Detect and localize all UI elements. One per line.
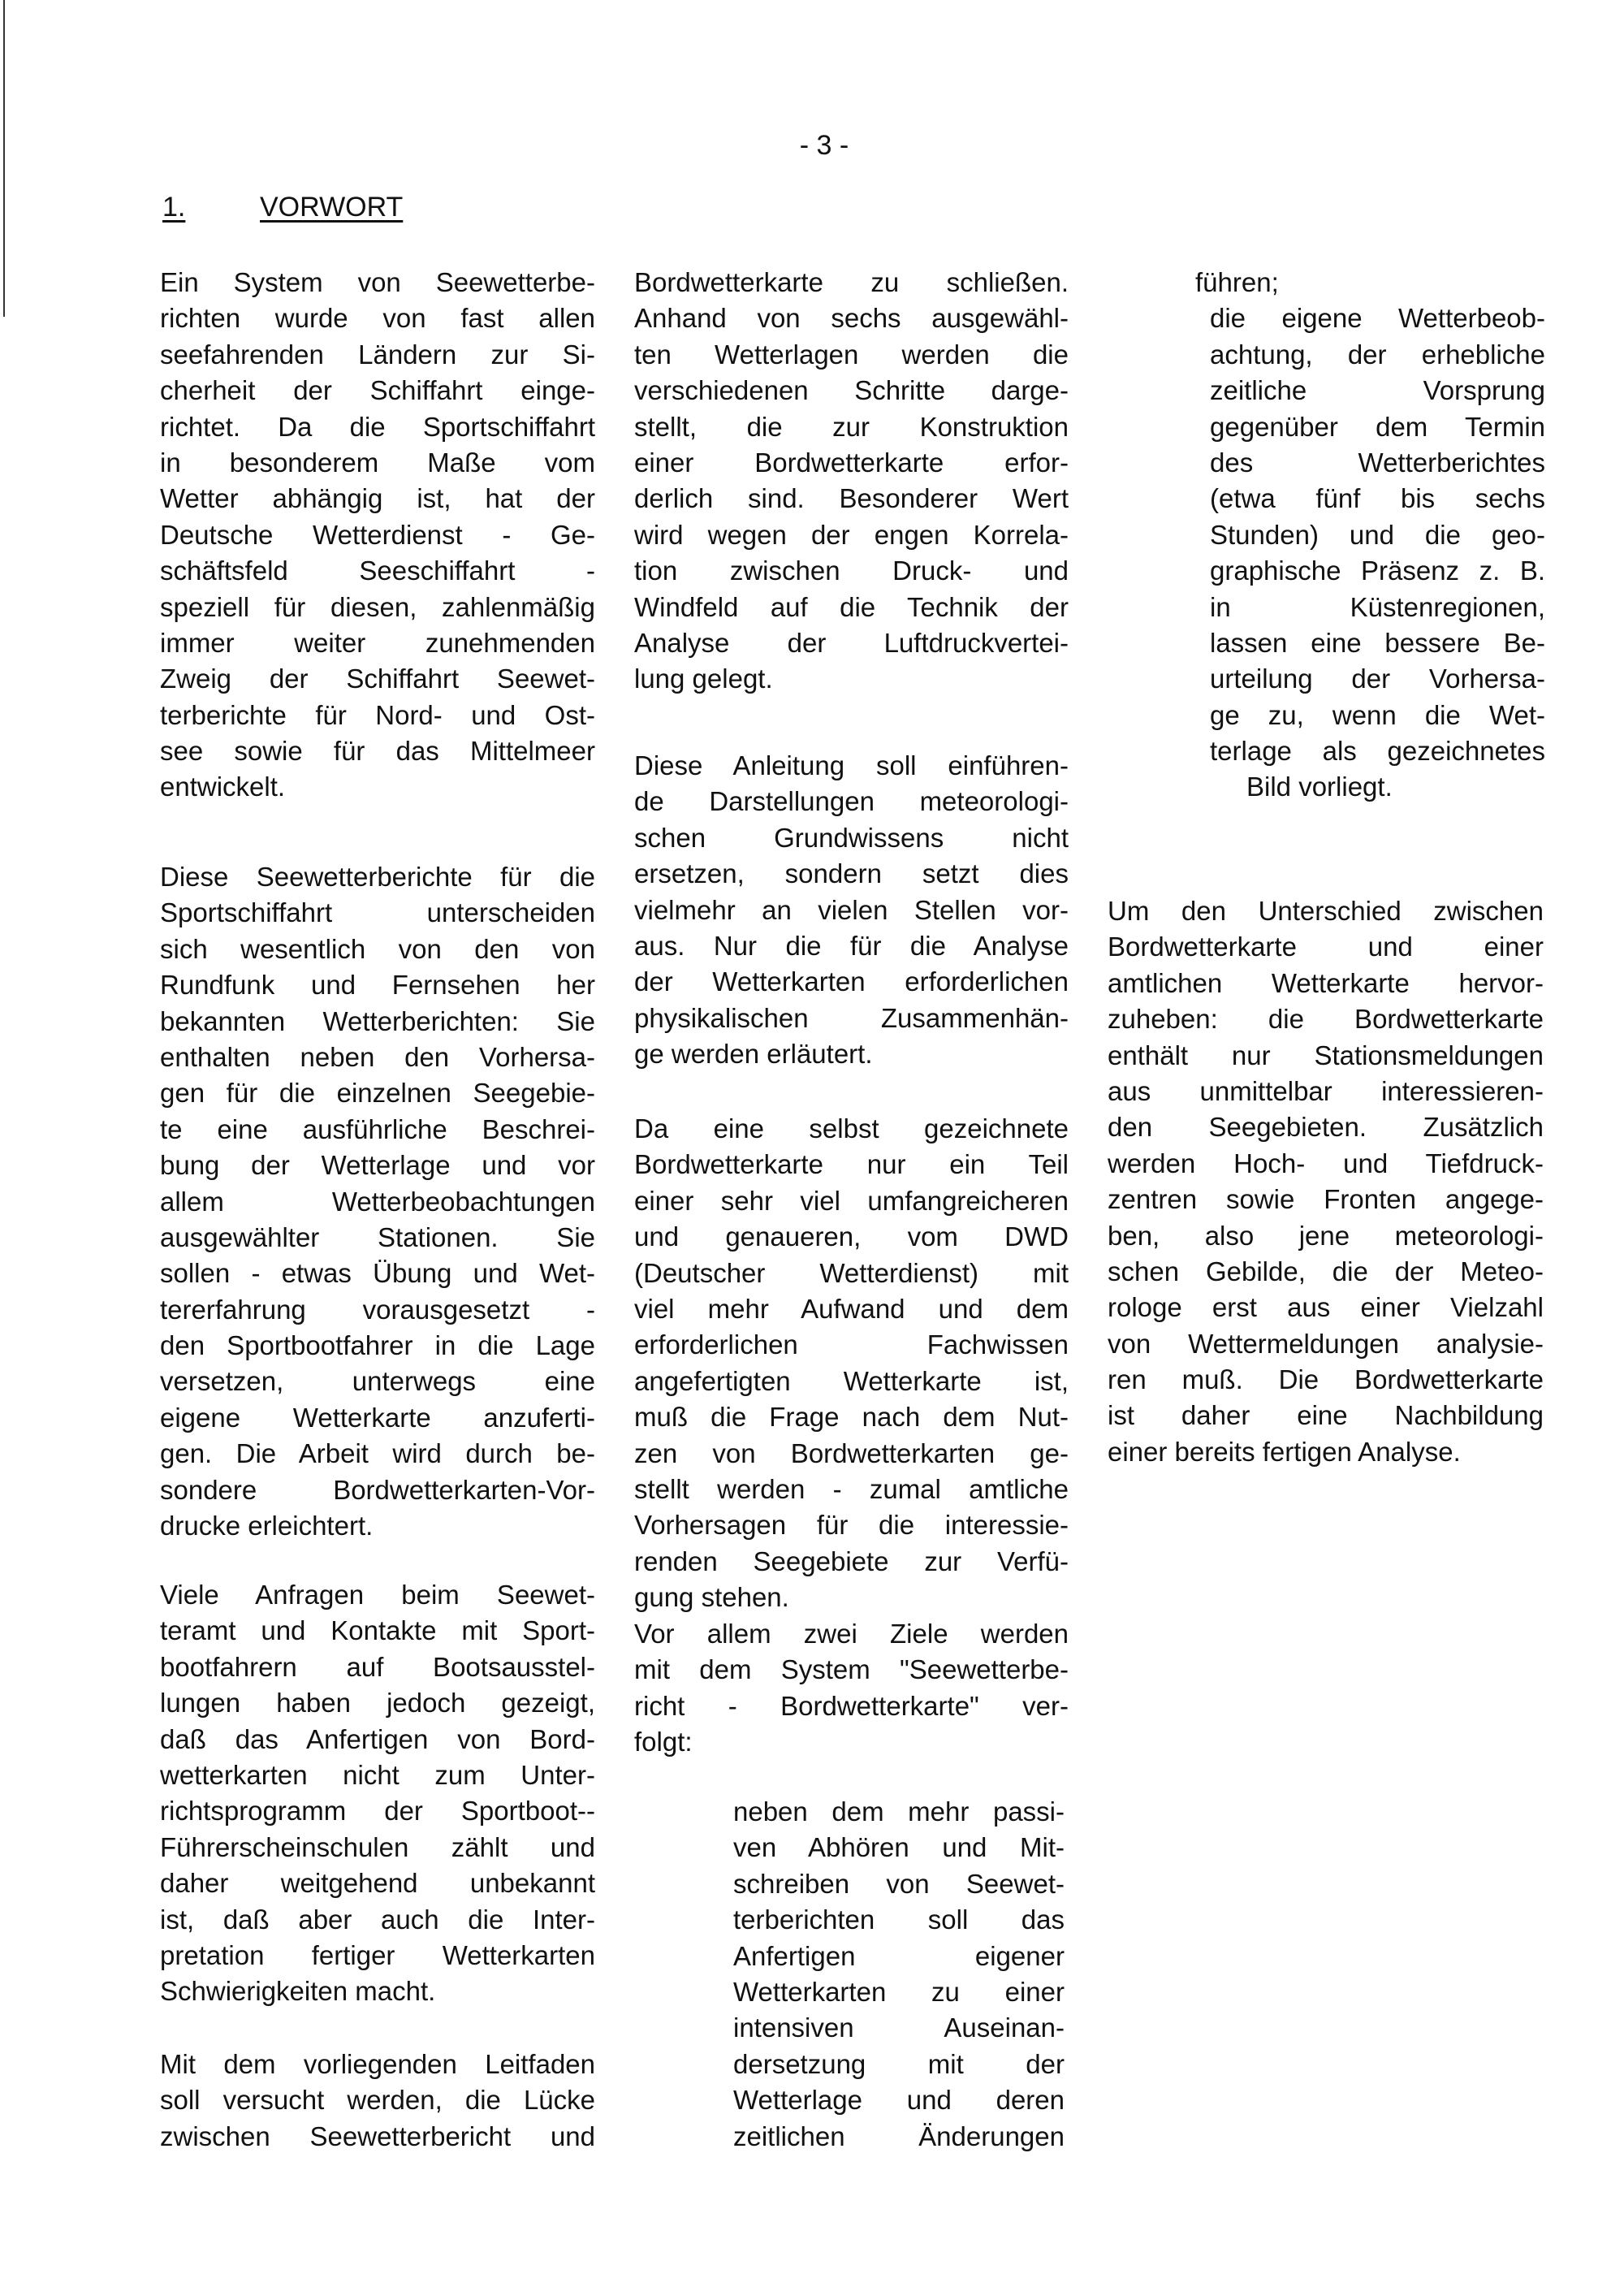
text-line: versetzen, unterwegs eine <box>160 1366 595 1397</box>
paragraph <box>160 265 595 806</box>
text-line: verschiedenen Schritte darge- <box>634 375 1069 406</box>
text-line: ist, daß aber auch die Inter- <box>160 1904 595 1935</box>
text-line: renden Seegebiete zur Verfü- <box>634 1546 1069 1576</box>
text-line: Viele Anfragen beim Seewet- <box>160 1580 595 1610</box>
text-line: Bordwetterkarte und einer <box>1108 932 1544 962</box>
scan-edge-line <box>3 0 5 317</box>
text-line: einer Bordwetterkarte erfor- <box>634 447 1069 478</box>
text-line: te eine ausführliche Beschrei- <box>160 1113 595 1144</box>
text-line: wird wegen der engen Korrela- <box>634 519 1069 550</box>
text-line: gung stehen. <box>634 1582 789 1613</box>
text-line: derlich sind. Besonderer Wert <box>634 483 1069 514</box>
text-line: Sportschiffahrt unterscheiden <box>160 897 595 928</box>
text-line: zeitliche Vorsprung <box>1210 375 1545 406</box>
text-line: (Deutscher Wetterdienst) mit <box>634 1257 1069 1288</box>
text-line: de Darstellungen meteorologi- <box>634 786 1069 817</box>
text-line: Analyse der Luftdruckvertei- <box>634 627 1069 658</box>
text-line: schäftsfeld Seeschiffahrt - <box>160 556 595 586</box>
text-line: gen. Die Arbeit wird durch be- <box>160 1438 595 1469</box>
text-line: sondere Bordwetterkarten-Vor- <box>160 1474 595 1505</box>
section-number: 1. <box>162 192 186 223</box>
text-line: entwickelt. <box>160 772 286 802</box>
text-line: einer bereits fertigen Analyse. <box>1108 1436 1461 1467</box>
text-line: schreiben von Seewet- <box>733 1868 1065 1899</box>
text-line: allem Wetterbeobachtungen <box>160 1186 595 1217</box>
text-line: zeitlichen Änderungen <box>733 2121 1065 2151</box>
text-line: die eigene Wetterbeob- <box>1210 303 1545 334</box>
text-line: daß das Anfertigen von Bord- <box>160 1723 595 1754</box>
text-line: ven Abhören und Mit- <box>733 1832 1065 1863</box>
text-line: aus. Nur die für die Analyse <box>634 930 1069 961</box>
text-line: angefertigten Wetterkarte ist, <box>634 1365 1069 1396</box>
text-line: Da eine selbst gezeichnete <box>634 1113 1069 1144</box>
paragraph <box>733 1794 1065 2155</box>
text-line: urteilung der Vorhersa- <box>1210 664 1545 694</box>
paragraph <box>1108 893 1544 1470</box>
text-line: drucke erleichtert. <box>160 1511 374 1541</box>
text-line: richten wurde von fast allen <box>160 303 595 334</box>
text-line: mit dem System "Seewetterbe- <box>634 1654 1069 1685</box>
text-line: enthält nur Stationsmeldungen <box>1108 1040 1544 1070</box>
text-line: seefahrenden Ländern zur Si- <box>160 339 595 370</box>
text-line: terlage als gezeichnetes <box>1210 736 1545 767</box>
text-line: bekannten Wetterberichten: Sie <box>160 1005 595 1036</box>
text-line: (etwa fünf bis sechs <box>1210 483 1545 514</box>
text-line: Wetterkarten zu einer <box>733 1976 1065 2007</box>
text-line: in besonderem Maße vom <box>160 447 595 478</box>
text-line: ren muß. Die Bordwetterkarte <box>1108 1364 1544 1395</box>
text-line: ersetzen, sondern setzt dies <box>634 858 1069 889</box>
page-number: - 3 - <box>799 130 849 161</box>
paragraph <box>634 265 1069 698</box>
text-line: des Wetterberichtes <box>1210 447 1545 478</box>
text-line: aus unmittelbar interessieren- <box>1108 1075 1544 1106</box>
text-line: Vor allem zwei Ziele werden <box>634 1619 1069 1649</box>
text-line: Diese Seewetterberichte für die <box>160 862 595 892</box>
paragraph <box>160 859 595 1544</box>
text-line: bootfahrern auf Bootsausstel- <box>160 1651 595 1682</box>
text-line: stellt werden - zumal amtliche <box>634 1473 1069 1504</box>
text-line: führen; <box>1195 267 1279 297</box>
text-line: ben, also jene meteorologi- <box>1108 1220 1544 1251</box>
text-line: Windfeld auf die Technik der <box>634 591 1069 622</box>
text-line: sollen - etwas Übung und Wet- <box>160 1258 595 1289</box>
text-line: lung gelegt. <box>634 664 773 694</box>
text-line: immer weiter zunehmenden <box>160 627 595 658</box>
text-line: neben dem mehr passi- <box>733 1796 1065 1827</box>
text-line: Mit dem vorliegenden Leitfaden <box>160 2049 595 2079</box>
text-line: stellt, die zur Konstruktion <box>634 411 1069 442</box>
text-line: richtsprogramm der Sportboot-- <box>160 1796 595 1827</box>
text-line: gen für die einzelnen Seegebie- <box>160 1078 595 1109</box>
paragraph <box>634 1111 1069 1615</box>
paragraph <box>160 1577 595 2010</box>
text-line: achtung, der erhebliche <box>1210 339 1545 370</box>
text-line: den Sportbootfahrer in die Lage <box>160 1330 595 1361</box>
text-line: ist daher eine Nachbildung <box>1108 1400 1544 1431</box>
text-line: Ein System von Seewetterbe- <box>160 267 595 297</box>
text-line: enthalten neben den Vorhersa- <box>160 1041 595 1072</box>
text-line: zentren sowie Fronten angege- <box>1108 1184 1544 1215</box>
text-line: Rundfunk und Fernsehen her <box>160 970 595 1001</box>
text-line: Stunden) und die geo- <box>1210 519 1545 550</box>
text-line: terberichten soll das <box>733 1904 1065 1935</box>
text-line: graphische Präsenz z. B. <box>1210 556 1545 586</box>
text-line: dersetzung mit der <box>733 2048 1065 2079</box>
text-line: zen von Bordwetterkarten ge- <box>634 1437 1069 1468</box>
text-line: lungen haben jedoch gezeigt, <box>160 1688 595 1718</box>
text-line: Deutsche Wetterdienst - Ge- <box>160 519 595 550</box>
text-line: terberichte für Nord- und Ost- <box>160 699 595 730</box>
text-line: ge werden erläutert. <box>634 1039 873 1070</box>
text-line: ten Wetterlagen werden die <box>634 339 1069 370</box>
text-line: bung der Wetterlage und vor <box>160 1150 595 1181</box>
paragraph <box>634 748 1069 1073</box>
text-line: Zweig der Schiffahrt Seewet- <box>160 664 595 694</box>
text-line: amtlichen Wetterkarte hervor- <box>1108 967 1544 998</box>
section-title: VORWORT <box>260 192 404 223</box>
text-line: Vorhersagen für die interessie- <box>634 1510 1069 1541</box>
text-line: vielmehr an vielen Stellen vor- <box>634 894 1069 925</box>
text-line: speziell für diesen, zahlenmäßig <box>160 591 595 622</box>
text-line: physikalischen Zusammenhän- <box>634 1002 1069 1033</box>
text-line: Wetter abhängig ist, hat der <box>160 483 595 514</box>
text-line: wetterkarten nicht zum Unter- <box>160 1759 595 1790</box>
text-line: schen Gebilde, die der Meteo- <box>1108 1256 1544 1286</box>
text-line: erforderlichen Fachwissen <box>634 1329 1069 1360</box>
text-line: richt - Bordwetterkarte" ver- <box>634 1690 1069 1721</box>
text-line: tererfahrung vorausgesetzt - <box>160 1294 595 1325</box>
text-line: Um den Unterschied zwischen <box>1108 896 1544 926</box>
paragraph <box>160 2047 595 2155</box>
text-line: Führerscheinschulen zählt und <box>160 1831 595 1862</box>
text-line: von Wettermeldungen analysie- <box>1108 1328 1544 1359</box>
text-line: den Seegebieten. Zusätzlich <box>1108 1112 1544 1143</box>
text-line: Schwierigkeiten macht. <box>160 1976 436 2007</box>
text-line: und genaueren, vom DWD <box>634 1221 1069 1252</box>
text-line: gegenüber dem Termin <box>1210 411 1545 442</box>
text-line: richtet. Da die Sportschiffahrt <box>160 411 595 442</box>
text-line: Bordwetterkarte zu schließen. <box>634 267 1069 297</box>
text-line: Bordwetterkarte nur ein Teil <box>634 1149 1069 1180</box>
text-line: tion zwischen Druck- und <box>634 556 1069 586</box>
text-line: Bild vorliegt. <box>1246 772 1393 802</box>
text-line: daher weitgehend unbekannt <box>160 1868 595 1899</box>
paragraph <box>1195 265 1545 806</box>
text-line: muß die Frage nach dem Nut- <box>634 1402 1069 1433</box>
text-line: folgt: <box>634 1727 693 1757</box>
text-line: cherheit der Schiffahrt einge- <box>160 375 595 406</box>
text-line: teramt und Kontakte mit Sport- <box>160 1615 595 1646</box>
text-line: einer sehr viel umfangreicheren <box>634 1185 1069 1216</box>
text-line: pretation fertiger Wetterkarten <box>160 1939 595 1970</box>
text-line: eigene Wetterkarte anzuferti- <box>160 1402 595 1433</box>
text-line: werden Hoch- und Tiefdruck- <box>1108 1148 1544 1178</box>
text-line: ge zu, wenn die Wet- <box>1210 699 1545 730</box>
text-line: rologe erst aus einer Vielzahl <box>1108 1292 1544 1323</box>
text-line: Wetterlage und deren <box>733 2085 1065 2116</box>
text-line: ausgewählter Stationen. Sie <box>160 1221 595 1252</box>
text-line: in Küstenregionen, <box>1210 591 1545 622</box>
text-line: lassen eine bessere Be- <box>1210 627 1545 658</box>
text-line: der Wetterkarten erforderlichen <box>634 966 1069 997</box>
text-line: schen Grundwissens nicht <box>634 822 1069 853</box>
paragraph <box>634 1616 1069 1761</box>
text-line: Anhand von sechs ausgewähl- <box>634 303 1069 334</box>
text-line: soll versucht werden, die Lücke <box>160 2085 595 2116</box>
text-line: sich wesentlich von den von <box>160 933 595 964</box>
text-line: see sowie für das Mittelmeer <box>160 736 595 767</box>
text-line: zuheben: die Bordwetterkarte <box>1108 1004 1544 1035</box>
text-line: viel mehr Aufwand und dem <box>634 1293 1069 1324</box>
text-line: Diese Anleitung soll einführen- <box>634 750 1069 780</box>
text-line: Anfertigen eigener <box>733 1940 1065 1971</box>
text-line: intensiven Auseinan- <box>733 2012 1065 2043</box>
text-line: zwischen Seewetterbericht und <box>160 2121 595 2151</box>
